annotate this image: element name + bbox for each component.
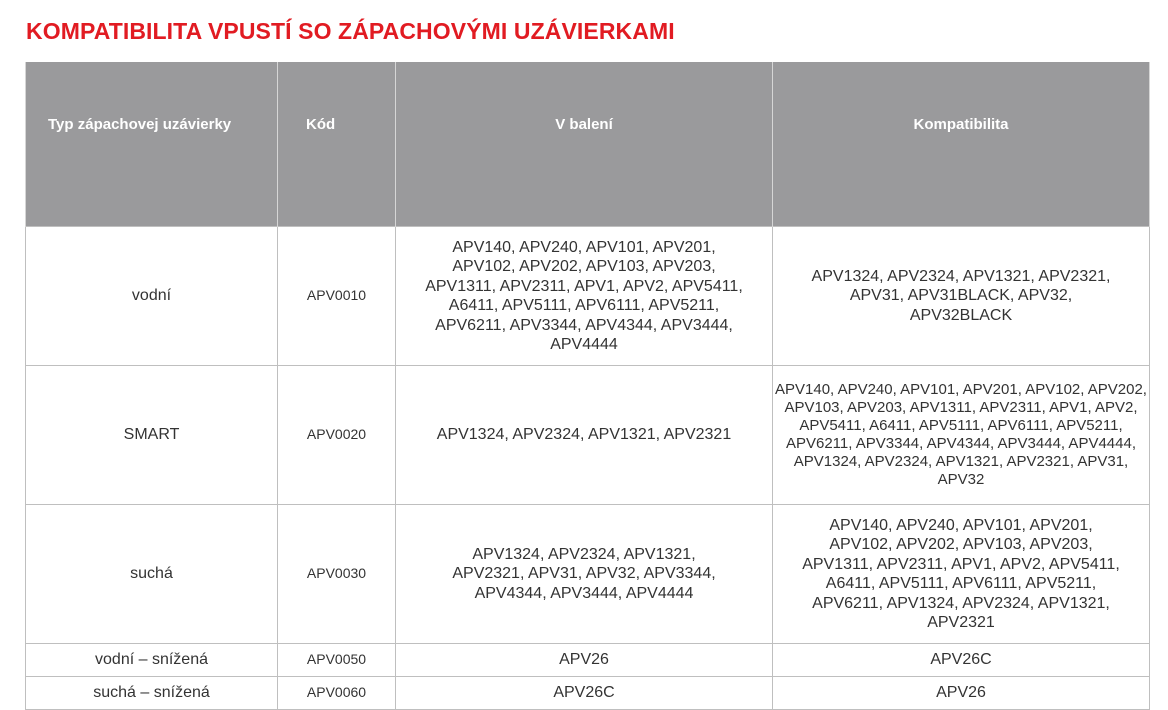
header-compatibility: Kompatibilita <box>773 62 1150 227</box>
cell-type: suchá <box>26 505 278 644</box>
table-row <box>26 505 1150 644</box>
table-header-row <box>26 62 1150 227</box>
header-package: V balení <box>396 62 773 227</box>
cell-compatibility: APV26 <box>773 677 1150 710</box>
cell-package: APV1324, APV2324, APV1321, APV2321 <box>396 366 773 505</box>
cell-code: APV0060 <box>278 677 396 710</box>
table-row <box>26 366 1150 505</box>
table-row <box>26 644 1150 677</box>
page-title: KOMPATIBILITA VPUSTÍ SO ZÁPACHOVÝMI UZÁVIERKAMI <box>26 18 675 44</box>
cell-compatibility: APV1324, APV2324, APV1321, APV2321, APV31, APV31BLACK, APV32, APV32BLACK <box>773 227 1150 366</box>
header-type: Typ zápachovej uzávierky <box>26 62 278 227</box>
cell-type: SMART <box>26 366 278 505</box>
header-code: Kód <box>278 62 396 227</box>
table-row <box>26 227 1150 366</box>
table-row <box>26 677 1150 710</box>
cell-package: APV140, APV240, APV101, APV201, APV102, APV202, APV103, APV203, APV1311, APV2311, APV1, APV2, APV5411, A6411, APV5111, APV6111, APV5211, APV6211, APV3344, APV4344, APV3444, APV4444 <box>396 227 773 366</box>
cell-compatibility: APV140, APV240, APV101, APV201, APV102, APV202, APV103, APV203, APV1311, APV2311, APV1, APV2, APV5411, A6411, APV5111, APV6111, APV5211, APV6211, APV1324, APV2324, APV1321, APV2321 <box>773 505 1150 644</box>
cell-compatibility: APV26C <box>773 644 1150 677</box>
cell-type: vodní <box>26 227 278 366</box>
cell-compatibility: APV140, APV240, APV101, APV201, APV102, APV202, APV103, APV203, APV1311, APV2311, APV1, APV2, APV5411, A6411, APV5111, APV6111, APV5211, APV6211, APV3344, APV4344, APV3444, APV4444, APV1324, APV2324, APV1321, APV2321, APV31, APV32 <box>773 366 1150 505</box>
cell-type: vodní – snížená <box>26 644 278 677</box>
cell-package: APV26C <box>396 677 773 710</box>
cell-code: APV0010 <box>278 227 396 366</box>
cell-type: suchá – snížená <box>26 677 278 710</box>
compatibility-table <box>25 62 1150 710</box>
cell-code: APV0020 <box>278 366 396 505</box>
cell-package: APV1324, APV2324, APV1321, APV2321, APV31, APV32, APV3344, APV4344, APV3444, APV4444 <box>396 505 773 644</box>
cell-code: APV0030 <box>278 505 396 644</box>
cell-package: APV26 <box>396 644 773 677</box>
cell-code: APV0050 <box>278 644 396 677</box>
